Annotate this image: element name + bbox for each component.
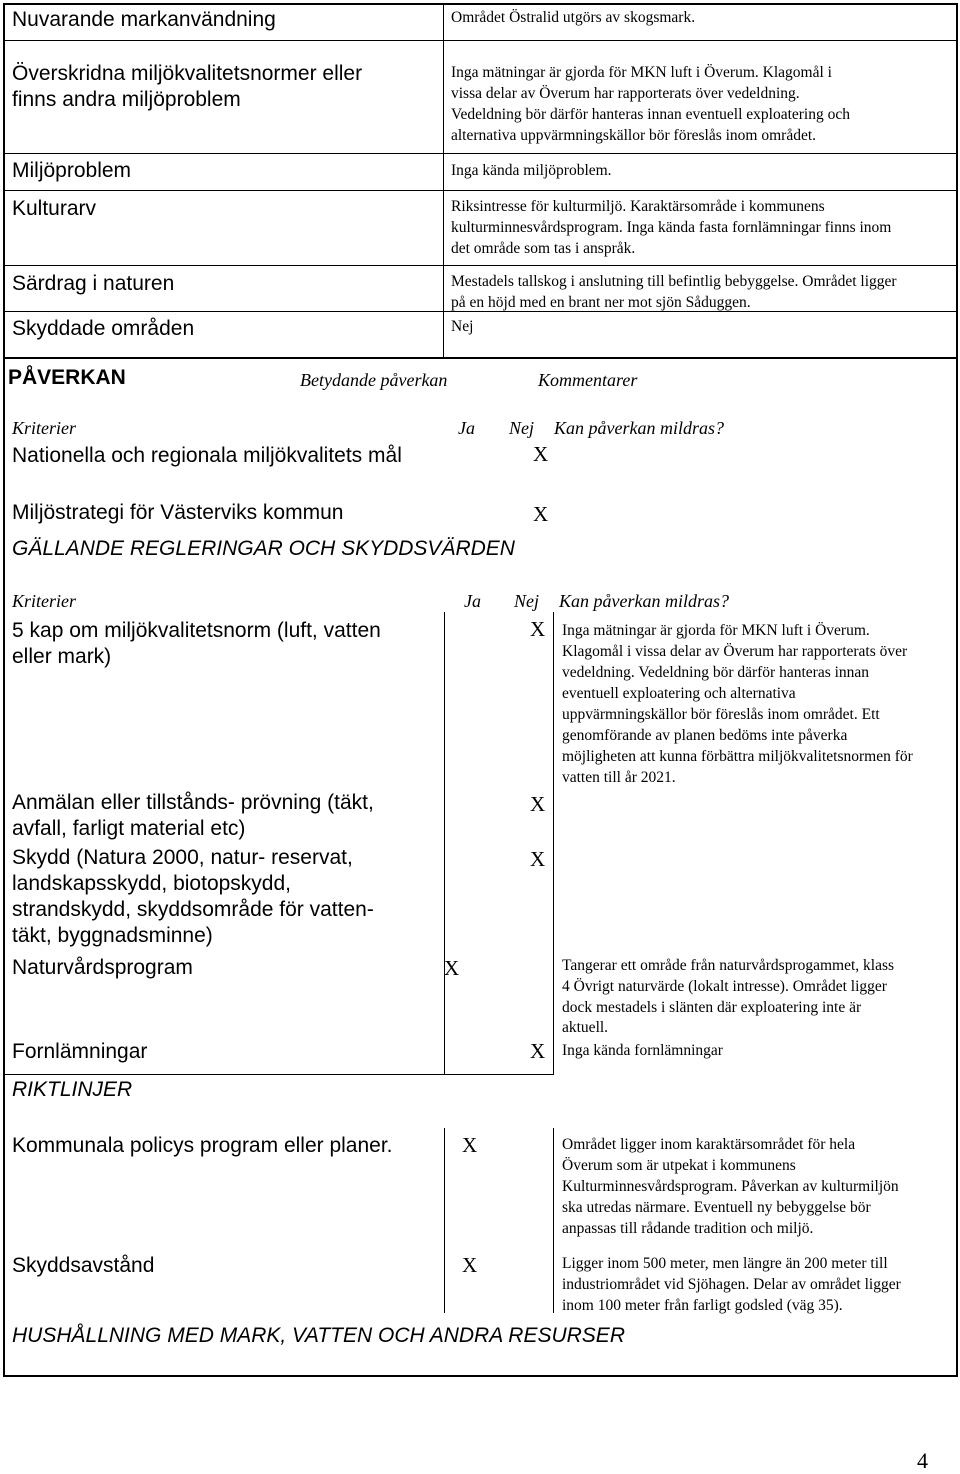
header-ja-2: Ja: [464, 591, 481, 611]
row-label-miljoproblem: Miljöproblem: [12, 159, 132, 182]
comment-line: ska utredas närmare. Eventuell ny bebyggelse bör: [562, 1199, 871, 1216]
row-value-overskridna-line3: Vedeldning bör därför hanteras innan eventuell exploatering och: [451, 106, 850, 123]
comment-line: anpassas till rådande tradition och miljö.: [562, 1220, 814, 1237]
row-value-overskridna-line4: alternativa uppvärmningskällor bör föreslås inom området.: [451, 127, 817, 144]
row-label-5kap-line2: eller mark): [12, 645, 112, 668]
comment-line: Kulturminnesvårdsprogram. Påverkan av kulturmiljön: [562, 1178, 899, 1195]
row-label-skydd-line4: täkt, byggnadsminne): [12, 924, 213, 947]
mark-nej-nationella-mal: X: [533, 442, 549, 466]
row-value-kulturarv-line1: Riksintresse för kulturmiljö. Karaktärsområde i kommunens: [451, 198, 825, 215]
row-label-skydd-line2: landskapsskydd, biotopskydd,: [12, 872, 291, 895]
header-kriterier-2: Kriterier: [12, 591, 77, 611]
paverkan-title: PÅVERKAN: [8, 366, 126, 389]
comment-line: uppvärmningskällor bör föreslås inom området. Ett: [562, 706, 880, 723]
header-ja: Ja: [458, 418, 475, 438]
comment-fornlamningar: Inga kända fornlämningar: [562, 1042, 723, 1059]
section-title-riktlinjer: RIKTLINJER: [12, 1078, 133, 1101]
row-label-overskridna-line1: Överskridna miljökvalitetsnormer eller: [12, 62, 363, 85]
comment-line: inom 100 meter från farligt godsled (väg 35).: [562, 1297, 843, 1314]
row-value-overskridna-line2: vissa delar av Överum har rapporterats över vedeldning.: [451, 85, 800, 102]
header-nej-2: Nej: [514, 591, 539, 611]
row-label-anmalan-line2: avfall, farligt material etc): [12, 817, 246, 840]
mark-nej-miljostrategi: X: [533, 502, 549, 526]
comment-line: möjligheten att kunna förbättra miljökvalitetsnormen för: [562, 748, 913, 765]
page-number: 4: [917, 1448, 928, 1473]
comment-line: Klagomål i vissa delar av Överum har rapporterats över: [562, 643, 908, 660]
header-nej: Nej: [509, 418, 534, 438]
col-kommentarer: Kommentarer: [538, 370, 638, 390]
mark-nej-fornlamningar: X: [530, 1039, 546, 1063]
row-label-skydd-line3: strandskydd, skyddsområde för vatten-: [12, 898, 374, 921]
comment-line: vedeldning. Vedeldning bör därför hanteras innan: [562, 664, 870, 681]
comment-line: Inga mätningar är gjorda för MKN luft i Överum.: [562, 622, 870, 639]
row-label-kommunala-policys: Kommunala policys program eller planer.: [12, 1134, 393, 1157]
mark-nej-anmalan: X: [530, 792, 546, 816]
row-label-kulturarv: Kulturarv: [12, 197, 97, 220]
mark-nej-5kap: X: [530, 617, 546, 641]
row-label-skyddsavstand: Skyddsavstånd: [12, 1254, 155, 1277]
row-label-miljostrategi: Miljöstrategi för Västerviks kommun: [12, 501, 344, 524]
row-label-skydd-line1: Skydd (Natura 2000, natur- reservat,: [12, 846, 353, 869]
comment-line: 4 Övrigt naturvärde (lokalt intresse). Området ligger: [562, 978, 887, 995]
row-label-overskridna-line2: finns andra miljöproblem: [12, 88, 241, 111]
row-value-sardrag-line1: Mestadels tallskog i anslutning till befintlig bebyggelse. Området ligger: [451, 273, 897, 290]
comment-line: Tangerar ett område från naturvårdsprogammet, klass: [562, 957, 895, 974]
row-value-miljoproblem: Inga kända miljöproblem.: [451, 162, 612, 179]
comment-line: vatten till år 2021.: [562, 769, 676, 786]
row-value-kulturarv-line3: det område som tas i anspråk.: [451, 240, 636, 257]
section-title-gallande: GÄLLANDE REGLERINGAR OCH SKYDDSVÄRDEN: [12, 537, 515, 560]
mark-nej-skydd: X: [530, 847, 546, 871]
col-betydande-paverkan: Betydande påverkan: [300, 370, 448, 390]
mark-ja-naturvardsprogram: X: [444, 956, 460, 980]
mark-ja-skyddsavstand: X: [462, 1253, 478, 1277]
comment-line: Överum som är utpekat i kommunens: [562, 1157, 796, 1174]
comment-line: genomförande av planen bedöms inte påverka: [562, 727, 848, 744]
row-value-nuvarande-markanvandning: Området Östralid utgörs av skogsmark.: [451, 9, 696, 26]
row-label-skyddade-omraden: Skyddade områden: [12, 317, 195, 340]
header-kriterier: Kriterier: [12, 418, 77, 438]
comment-line: Ligger inom 500 meter, men längre än 200 meter till: [562, 1255, 888, 1272]
row-label-5kap-line1: 5 kap om miljökvalitetsnorm (luft, vatten: [12, 619, 381, 642]
row-value-overskridna-line1: Inga mätningar är gjorda för MKN luft i Överum. Klagomål i: [451, 64, 832, 81]
row-label-fornlamningar: Fornlämningar: [12, 1040, 148, 1063]
mark-ja-kommunala-policys: X: [462, 1133, 478, 1157]
row-label-naturvardsprogram: Naturvårdsprogram: [12, 956, 193, 979]
row-label-nationella-mal: Nationella och regionala miljökvalitets mål: [12, 444, 402, 467]
section-title-hushallning: HUSHÅLLNING MED MARK, VATTEN OCH ANDRA RESURSER: [12, 1324, 625, 1347]
comment-line: dock mestadels i slänten där exploatering inte är: [562, 999, 862, 1016]
row-label-anmalan-line1: Anmälan eller tillstånds- prövning (täkt,: [12, 791, 374, 814]
row-value-kulturarv-line2: kulturminnesvårdsprogram. Inga kända fasta fornlämningar finns inom: [451, 219, 892, 236]
comment-line: industriområdet vid Sjöhagen. Delar av området ligger: [562, 1276, 901, 1293]
row-value-skyddade-omraden: Nej: [451, 318, 474, 335]
comment-line: Området ligger inom karaktärsområdet för hela: [562, 1136, 856, 1153]
comment-line: aktuell.: [562, 1019, 609, 1036]
header-mildras-2: Kan påverkan mildras?: [559, 591, 729, 611]
comment-line: eventuell exploatering och alternativa: [562, 685, 796, 702]
row-value-sardrag-line2: på en höjd med en brant ner mot sjön Såduggen.: [451, 294, 751, 311]
row-label-nuvarande-markanvandning: Nuvarande markanvändning: [12, 8, 276, 31]
header-mildras: Kan påverkan mildras?: [554, 418, 724, 438]
row-label-sardrag: Särdrag i naturen: [12, 272, 175, 295]
